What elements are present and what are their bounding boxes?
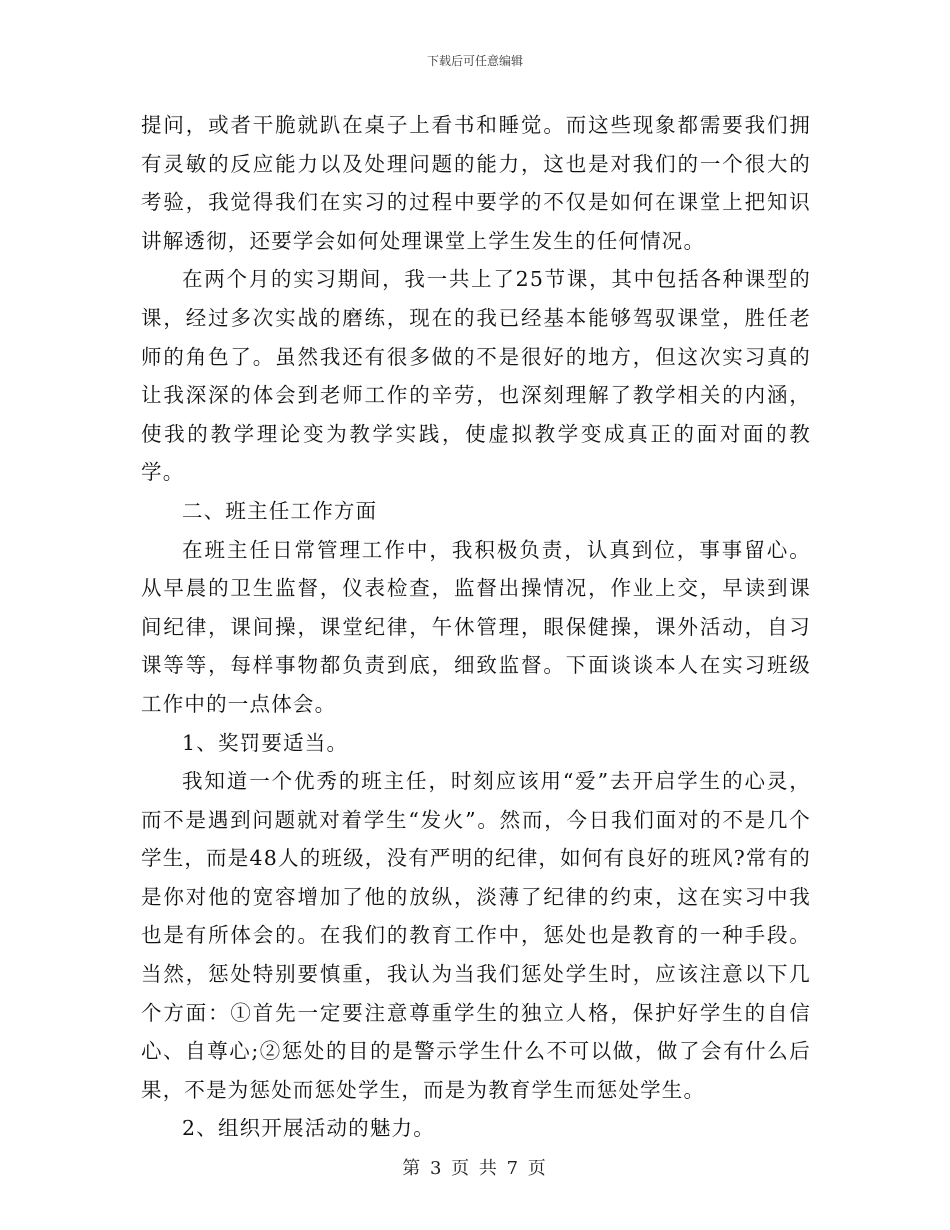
paragraph-internship-lessons: 在两个月的实习期间，我一共上了25节课，其中包括各种课型的课，经过多次实战的磨练，现在的我已经基本能够驾驭课堂，胜任老师的角色了。虽然我还有很多做的不是很好的地方，但这次实习真的让我深深的体会到老师工作的辛劳，也深刻理解了教学相关的内涵，使我的教学理论变为教学实践，使虚拟教学变成真正的面对面的教学。 bbox=[141, 267, 811, 485]
page-header-note: 下载后可任意编辑 bbox=[426, 54, 523, 68]
section-heading-class-teacher: 二、班主任工作方面 bbox=[182, 498, 378, 523]
paragraph-continuation: 提问，或者干脆就趴在桌子上看书和睡觉。而这些现象都需要我们拥有灵敏的反应能力以及处理问题的能力，这也是对我们的一个很大的考验，我觉得我们在实习的过程中要学的不仅是如何在课堂上把知识讲解透彻，还要学会如何处理课堂上学生发生的任何情况。 bbox=[141, 113, 811, 253]
document-body bbox=[141, 106, 811, 1148]
paragraph-daily-management: 在班主任日常管理工作中，我积极负责，认真到位，事事留心。从早晨的卫生监督，仪表检查，监督出操情况，作业上交，早读到课间纪律，课间操，课堂纪律，午休管理，眼保健操，课外活动，自习课等等，每样事物都负责到底，细致监督。下面谈谈本人在实习班级工作中的一点体会。 bbox=[141, 537, 811, 716]
subheading-activities: 2、组织开展活动的魅力。 bbox=[182, 1116, 435, 1141]
page-number: 第 3 页 共 7 页 bbox=[402, 1158, 548, 1179]
subheading-rewards-punishment: 1、奖罚要适当。 bbox=[182, 730, 349, 755]
paragraph-punishment-principles: 我知道一个优秀的班主任，时刻应该用“爱”去开启学生的心灵，而不是遇到问题就对着学生“发火”。然而，今日我们面对的不是几个学生，而是48人的班级，没有严明的纪律，如何有良好的班风?常有的是你对他的宽容增加了他的放纵，淡薄了纪律的约束，这在实习中我也是有所体会的。在我们的教育工作中，惩处也是教育的一种手段。当然，惩处特别要慎重，我认为当我们惩处学生时，应该注意以下几个方面：①首先一定要注意尊重学生的独立人格，保护好学生的自信心、自尊心;②惩处的目的是警示学生什么不可以做，做了会有什么后果，不是为惩处而惩处学生，而是为教育学生而惩处学生。 bbox=[141, 769, 811, 1102]
